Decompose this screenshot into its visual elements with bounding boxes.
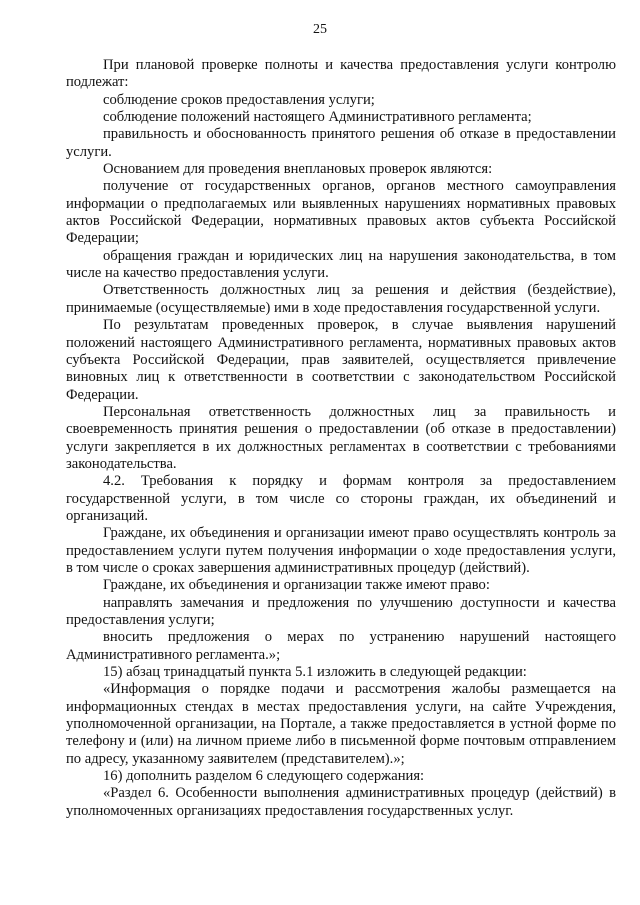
paragraph-citizen-rights: Граждане, их объединения и организации также имеют право: [103,577,490,594]
paragraph-officials-responsibility: Ответственность должностных лиц за решения и действия (бездействие), принимаемые (осуществляемые) ими в ходе предоставления государственной услуги. [66,282,616,316]
paragraph-unscheduled-grounds: Основанием для проведения внеплановых проверок являются: [103,161,493,178]
paragraph-refusal-validity: правильность и обоснованность принятого решения об отказе в предоставлении услуги. [66,126,616,160]
paragraph-inspection-results: По результатам проведенных проверок, в случае выявления нарушений положений настоящего Административного регламента, нормативных правовых актов субъекта Российской Федерации, прав заявителей, осуществляется привлечение виновных лиц к ответственности в соответствии с законодательством Российской Федерации. [66,317,616,403]
paragraph-citizen-control: Граждане, их объединения и организации имеют право осуществлять контроль за предоставлением услуги путем получения информации о ходе предоставления услуги, в том числе о сроках завершения административных процедур (действий). [66,525,616,576]
paragraph-personal-responsibility: Персональная ответственность должностных лиц за правильность и своевременность принятия решения о предоставлении (об отказе в предоставлении) услуги закрепляется в их должностных регламентах в соответствии с требованиями законодательства. [66,403,616,472]
page-number: 25 [313,22,327,37]
paragraph-complaint-info: «Информация о порядке подачи и рассмотрения жалобы размещается на информационных стендах в местах предоставления услуги, на сайте Учреждения, уполномоченной организации, на Портале, а также предоставляется в устной форме по телефону и (или) на личном приеме либо в письменной форме почтовым отправлением по адресу, указанному заявителем (представителем).»; [66,681,616,767]
paragraph-section-6-title: «Раздел 6. Особенности выполнения административных процедур (действий) в уполномоченных организациях предоставления государственных услуг. [66,785,616,819]
paragraph-planned-inspection: При плановой проверке полноты и качества предоставления услуги контролю подлежат: [66,57,616,91]
paragraph-deadlines: соблюдение сроков предоставления услуги; [103,91,375,108]
paragraph-section-4-2: 4.2. Требования к порядку и формам контроля за предоставлением государственной услуги, в том числе со стороны граждан, их объединений и организаций. [66,473,616,524]
paragraph-citizen-complaints: обращения граждан и юридических лиц на нарушения законодательства, в том числе на качество предоставления услуги. [66,247,616,282]
paragraph-amendment-16: 16) дополнить разделом 6 следующего содержания: [103,768,425,785]
paragraph-amendment-15: 15) абзац тринадцатый пункта 5.1 изложить в следующей редакции: [103,664,527,681]
document-body [66,57,616,820]
paragraph-send-remarks: направлять замечания и предложения по улучшению доступности и качества предоставления услуги; [66,594,616,628]
paragraph-state-bodies-info: получение от государственных органов, органов местного самоуправления информации о предполагаемых или выявленных нарушениях нормативных правовых актов Российской Федерации, нормативных правовых актов субъекта Российской Федерации; [66,178,616,247]
paragraph-regulation-compliance: соблюдение положений настоящего Административного регламента; [103,109,532,126]
paragraph-make-proposals: вносить предложения о мерах по устранению нарушений настоящего Административного регламента.»; [66,629,616,663]
